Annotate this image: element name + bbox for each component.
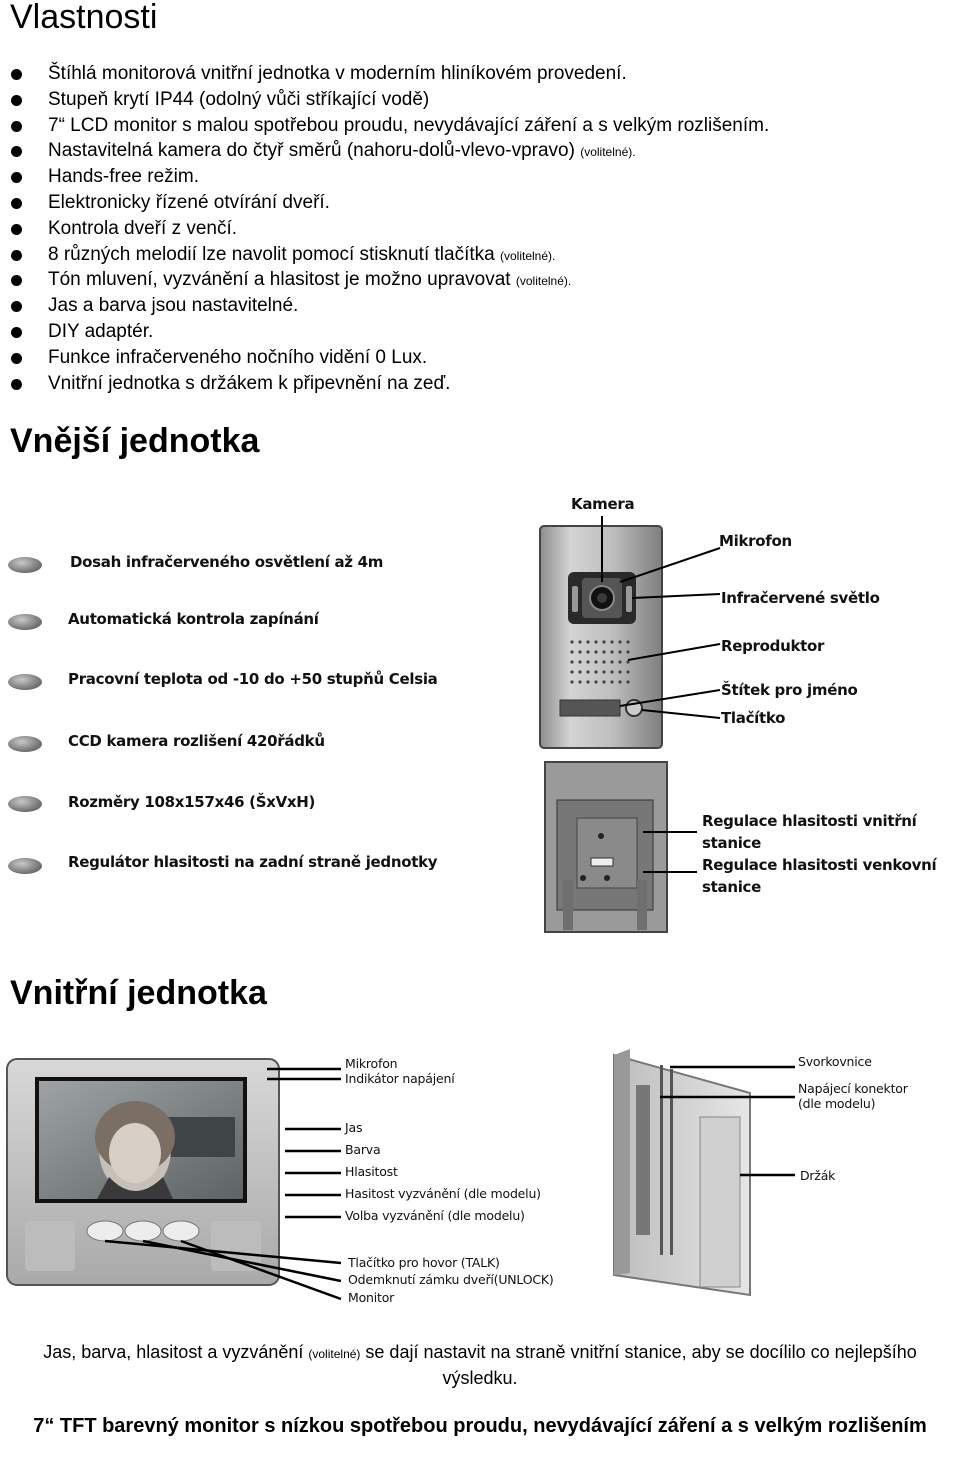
feature-item: Jas a barva jsou nastavitelné.: [10, 294, 950, 320]
bullet-icon: [11, 224, 22, 235]
outdoor-unit-back-illustration: [535, 760, 705, 940]
feature-item: 7“ LCD monitor s malou spotřebou proudu, nevydávající záření a s velkým rozlišením.: [10, 114, 950, 140]
label-outer-volume: Regulace hlasitosti venkovní: [702, 856, 937, 874]
feature-item: Kontrola dveří z venčí.: [10, 217, 950, 243]
oval-bullet-icon: [8, 557, 42, 573]
bullet-icon: [11, 121, 22, 132]
bullet-icon: [11, 95, 22, 106]
spec-temperature: Pracovní teplota od -10 do +50 stupňů Celsia: [68, 670, 438, 688]
label-brightness: Jas: [345, 1120, 363, 1135]
label-camera: Kamera: [571, 495, 635, 513]
oval-bullet-icon: [8, 674, 42, 690]
label-power-indicator: Indikátor napájení: [345, 1071, 455, 1086]
label-power-connector-note: (dle modelu): [798, 1096, 876, 1111]
feature-item: Tón mluvení, vyzvánění a hlasitost je možno upravovat (volitelné).: [10, 268, 950, 294]
feature-list: [10, 62, 950, 397]
feature-item: Elektronicky řízené otvírání dveří.: [10, 191, 950, 217]
feature-item: 8 různých melodií lze navolit pomocí stisknutí tlačítka (volitelné).: [10, 243, 950, 269]
label-holder: Držák: [800, 1168, 836, 1183]
label-color: Barva: [345, 1142, 381, 1157]
label-power-connector: Napájecí konektor: [798, 1081, 908, 1096]
oval-bullet-icon: [8, 614, 42, 630]
monitor-summary-heading: 7“ TFT barevný monitor s nízkou spotřebou proudu, nevydávající záření a s velkým rozlišením: [33, 1415, 927, 1437]
label-volume: Hlasitost: [345, 1164, 398, 1179]
bullet-icon: [11, 146, 22, 157]
label-indoor-microphone: Mikrofon: [345, 1056, 398, 1071]
feature-item: DIY adaptér.: [10, 320, 950, 346]
label-talk: Tlačítko pro hovor (TALK): [348, 1255, 500, 1270]
bullet-icon: [11, 301, 22, 312]
feature-item: Hands-free režim.: [10, 165, 950, 191]
bullet-icon: [11, 353, 22, 364]
label-monitor: Monitor: [348, 1290, 395, 1305]
feature-item: Vnitřní jednotka s držákem k připevnění na zeď.: [10, 372, 950, 398]
oval-bullet-icon: [8, 796, 42, 812]
adjustment-note: Jas, barva, hlasitost a vyzvánění (volitelné) se dají nastavit na straně vnitřní stanice, aby se docílilo co nejlepšího výsledku.: [43, 1342, 917, 1388]
section-title-indoor: Vnitřní jednotka: [10, 974, 267, 1012]
bullet-icon: [11, 198, 22, 209]
spec-ir-range: Dosah infračerveného osvětlení až 4m: [70, 553, 384, 571]
bullet-icon: [11, 250, 22, 261]
spec-ccd-camera: CCD kamera rozlišení 420řádků: [68, 732, 325, 750]
spec-volume-regulator: Regulátor hlasitosti na zadní straně jednotky: [68, 853, 438, 871]
label-ir-light: Infračervené světlo: [721, 589, 880, 607]
bullet-icon: [11, 69, 22, 80]
label-outer-volume-2: stanice: [702, 878, 762, 896]
label-nameplate: Štítek pro jméno: [721, 681, 858, 699]
section-title-outdoor: Vnější jednotka: [10, 422, 260, 460]
label-ring-volume: Hasitost vyzvánění (dle modelu): [345, 1186, 541, 1201]
bullet-icon: [11, 275, 22, 286]
feature-item: Štíhlá monitorová vnitřní jednotka v moderním hliníkovém provedení.: [10, 62, 950, 88]
feature-item: Stupeň krytí IP44 (odolný vůči stříkající vodě): [10, 88, 950, 114]
oval-bullet-icon: [8, 858, 42, 874]
outdoor-unit-front-illustration: [520, 490, 750, 760]
label-ring-select: Volba vyzvánění (dle modelu): [345, 1208, 525, 1223]
section-title-features: Vlastnosti: [10, 0, 158, 36]
label-button: Tlačítko: [721, 709, 786, 727]
label-inner-volume-2: stanice: [702, 834, 762, 852]
oval-bullet-icon: [8, 736, 42, 752]
spec-dimensions: Rozměry 108x157x46 (ŠxVxH): [68, 793, 316, 811]
feature-item: Nastavitelná kamera do čtyř směrů (nahoru-dolů-vlevo-vpravo) (volitelné).: [10, 139, 950, 165]
spec-auto-control: Automatická kontrola zapínání: [68, 610, 319, 628]
bullet-icon: [11, 172, 22, 183]
bullet-icon: [11, 379, 22, 390]
label-terminal: Svorkovnice: [798, 1054, 872, 1069]
label-inner-volume: Regulace hlasitosti vnitřní: [702, 812, 917, 830]
indoor-monitor-side-illustration: [600, 1045, 800, 1315]
feature-item: Funkce infračerveného nočního vidění 0 Lux.: [10, 346, 950, 372]
indoor-monitor-front-illustration: [5, 1045, 350, 1315]
label-microphone: Mikrofon: [719, 532, 792, 550]
bullet-icon: [11, 327, 22, 338]
label-unlock: Odemknutí zámku dveří(UNLOCK): [348, 1272, 554, 1287]
label-speaker: Reproduktor: [721, 637, 825, 655]
